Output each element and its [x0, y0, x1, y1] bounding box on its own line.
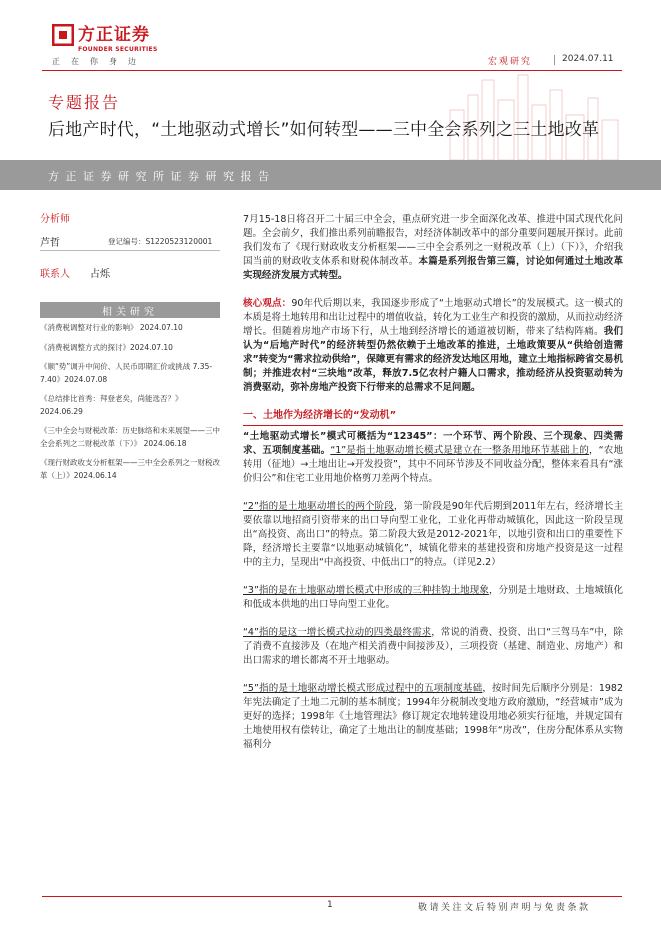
intro-paragraph	[243, 213, 623, 283]
related-item[interactable]: 《现行财政收支分析框架——三中全会系列之一财税改革（上）》2024.06.14	[40, 458, 220, 480]
intro-text: 7月15-18日将召开二十届三中全会，重点研究进一步全面深化改革、推进中国式现代化问题。全会前夕，我们推出系列前瞻报告，对经济体制改革中的部分重要问题展开探讨。此前我们发布了《现行财政收支分析框架——三中全会系列之一财税改革（上）（下）》，介绍我国当前的财政收支体系和财税体制改革。	[243, 214, 624, 267]
institute-label: 方正证券研究所证券研究报告	[48, 170, 276, 183]
analyst-registration: 登记编号：S1220523120001	[108, 237, 213, 246]
slogan: 正在你身边	[52, 57, 147, 66]
related-item[interactable]: 《顺“势”调升中间价、人民币即期汇价或挑战 7.35-7.40》2024.07.08	[40, 362, 213, 384]
p2-text: ，第一阶段是90年代后期到2011年左右，经济增长主要依靠以地招商引资带来的出口导向型工业化，工业化再带动城镇化，因此这一阶段呈现出“高投资、高出口”的特点。第二阶段大致是2012-2021年，以地引资和出口的重要性下降，经济增长主要靠“以地驱动城镇化”，城镇化带来的基建投资和房地产投资是这一过程中的主力，呈现出“中高投资、中低出口”的特点。（详见2.2）	[243, 501, 623, 568]
page-title: 后地产时代，“土地驱动式增长”如何转型——三中全会系列之三土地改革	[48, 120, 600, 140]
report-type: 专题报告	[48, 93, 121, 112]
p1-lead: “土地驱动式增长”模式可概括为“12345”：一个环节、两个阶段、三个现象、四类需求、五项制度基础。	[243, 431, 623, 456]
p1-text: ，“农地转用（征地）→土地出让→开发投资”，其中不同环节涉及不同收益分配，整体来看具有“涨价归公”和住宅工业用地价格剪刀差两个特点。	[243, 445, 623, 484]
footer-rule	[42, 896, 622, 897]
related-research-list	[40, 322, 222, 489]
p5-text: ，按时间先后顺序分别是：1982年宪法确定了土地二元制的基本制度；1994年分税制改变地方政府激励，“经营城市”成为更好的选择；1998年《土地管理法》修订规定农地转建设用地必须实行征地，并规定国有土地使用权有偿转让，确定了土地出让的制度基础；1998年“房改”，住房分配体系从实物福利分	[243, 683, 623, 750]
sidebar-divider	[40, 250, 220, 251]
p4-underline: “4”指的是这一增长模式拉动的四类最终需求	[243, 627, 432, 638]
p3-underline: “3”指的是在土地驱动增长模式中形成的三种挂钩土地现象	[243, 585, 489, 596]
report-date: 2024.07.11	[562, 54, 614, 64]
intro-emphasis: 本篇是系列报告第三篇，讨论如何通过土地改革实现经济发展方式转型。	[243, 256, 623, 281]
related-item[interactable]: 《总结排比首秀：拜登老矣，尚能选否？》 2024.06.29	[40, 394, 183, 416]
report-category: 宏观研究	[488, 57, 533, 67]
related-item[interactable]: 《消费税调整对行业的影响》 2024.07.10	[40, 323, 183, 332]
core-view-label: 核心观点：	[243, 298, 292, 309]
p5-underline: “5”指的是土地驱动增长模式形成过程中的五项制度基础	[243, 683, 483, 694]
core-view-paragraph	[243, 297, 623, 395]
related-research-label: 相关研究	[102, 307, 158, 318]
p1-underline: “1”是指土地驱动增长模式是建立在一整条用地环节基础上的	[330, 445, 589, 456]
header-separator	[554, 55, 555, 65]
p4-text: ，常说的消费、投资、出口“三驾马车”中，除了消费不直接涉及（在地产相关消费中间接涉及），三项投资（基建、制造业、房地产）和出口需求的增长都离不开土地驱动。	[243, 627, 623, 666]
contact-name: 占烁	[90, 269, 110, 280]
analyst-label: 分析师	[40, 214, 70, 225]
p2-underline: “2”指的是土地驱动增长的两个阶段	[243, 501, 394, 512]
p3-text: ，分别是土地财政、土地城镇化和低成本供地的出口导向型工业化。	[243, 585, 623, 610]
page-number: 1	[327, 900, 333, 910]
section-rule	[243, 425, 623, 426]
disclaimer-note: 敬请关注文后特别声明与免责条款	[418, 903, 591, 913]
paragraph-3	[243, 584, 623, 612]
paragraph-2	[243, 500, 623, 570]
section-heading: 一、土地作为经济增长的“发动机”	[243, 410, 397, 421]
analyst-name: 芦哲	[40, 238, 60, 249]
logo-text-en: FOUNDER SECURITIES	[78, 46, 158, 53]
paragraph-1	[243, 430, 623, 486]
report-body	[243, 213, 623, 752]
contact-label: 联系人	[40, 269, 70, 280]
logo-mark-icon	[52, 24, 74, 46]
core-view-text: 90年代后期以来，我国逐步形成了“土地驱动式增长”的发展模式。这一模式的本质是将土地转用和出让过程中的增值收益，转化为工业生产和投资的激励，从而拉动经济增长。但随着房地产市场下行，从土地到经济增长的通道被切断，带来了结构阵痛。	[243, 298, 624, 337]
core-view-emphasis: 我们认为“后地产时代”的经济转型仍然依赖于土地改革的推进，土地政策要从“供给创造需求”转变为“需求拉动供给”，保障更有需求的经济发达地区用地，建立土地指标跨省交易机制；并推进农村“三块地”改革，释放7.5亿农村户籍人口需求，推动经济从投资驱动转为消费驱动，弥补房地产投资下行带来的总需求不足问题。	[243, 326, 623, 393]
related-item[interactable]: 《消费税调整方式的探讨》2024.07.10	[40, 342, 173, 352]
related-item[interactable]: 《三中全会与财税改革：历史脉络和未来展望——三中全会系列之二财税改革（下）》 2024.06.18	[40, 426, 220, 448]
logo-text-cn: 方正证券	[78, 25, 150, 45]
paragraph-5	[243, 682, 623, 752]
paragraph-4	[243, 626, 623, 668]
